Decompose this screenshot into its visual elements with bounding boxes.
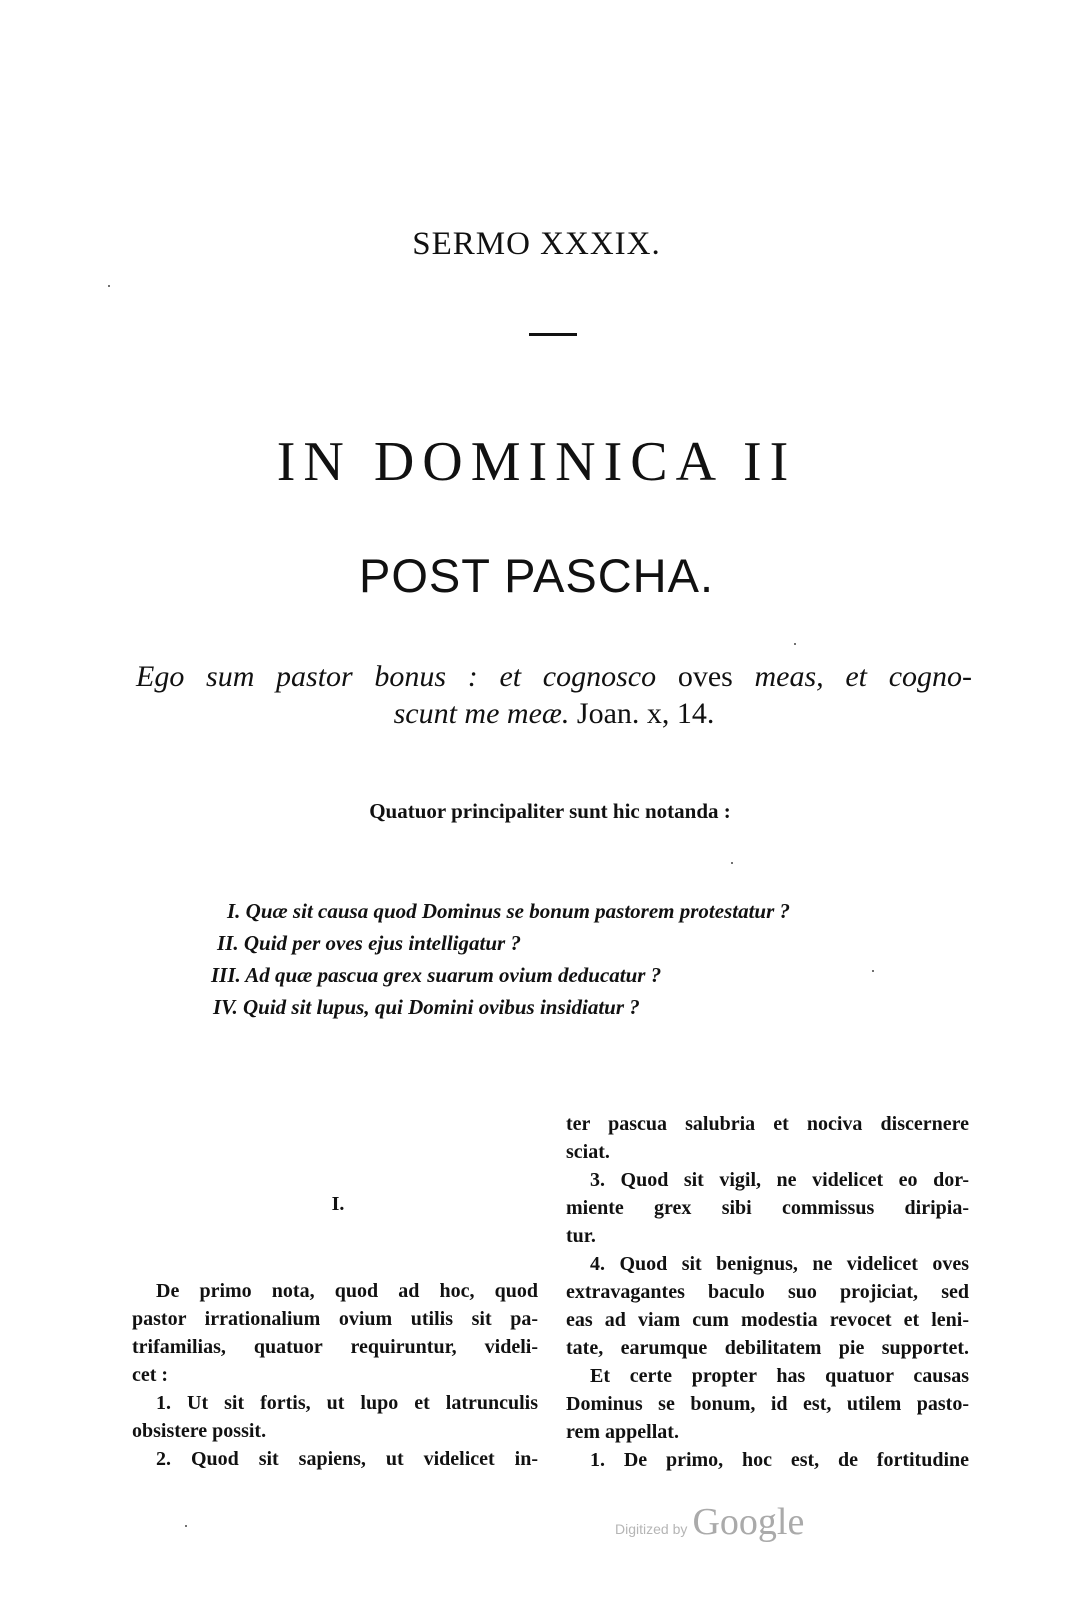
separator-rule <box>529 333 577 336</box>
text-line: 4. Quod sit benignus, ne videlicet oves <box>590 1253 969 1275</box>
text-line: cet : <box>132 1364 169 1386</box>
text-line: ter pascua salubria et nociva discernere <box>566 1113 969 1135</box>
verse-text-italic: meas, et cogno- <box>754 660 973 693</box>
text-line: eas ad viam cum modestia revocet et leni- <box>566 1309 969 1331</box>
text-line: sciat. <box>566 1141 610 1163</box>
text-line: 3. Quod sit vigil, ne videlicet eo dor- <box>590 1169 969 1191</box>
text-line: tur. <box>566 1225 596 1247</box>
scan-speck <box>794 643 796 645</box>
text-line: obsistere possit. <box>132 1420 267 1442</box>
section-number: I. <box>331 1193 345 1215</box>
question-item: III. Ad quæ pascua grex suarum ovium deducatur ? <box>211 963 662 987</box>
watermark-small-text: Digitized by <box>615 1521 688 1537</box>
digitized-watermark <box>615 1500 804 1544</box>
scan-speck <box>872 970 874 972</box>
right-column <box>566 1110 969 1474</box>
scan-speck <box>185 1525 187 1527</box>
text-line: rem appellat. <box>566 1421 679 1443</box>
text-line: Et certe propter has quatuor causas <box>590 1365 969 1387</box>
text-line: 1. Ut sit fortis, ut lupo et latrunculis <box>156 1392 538 1414</box>
sermon-number: SERMO XXXIX. <box>412 226 661 262</box>
scan-speck <box>731 862 733 864</box>
text-line: miente grex sibi commissus diripia- <box>566 1197 969 1219</box>
verse-text-italic: Ego sum pastor bonus : et cognosco <box>136 660 657 693</box>
verse-text-roman: oves <box>677 660 733 693</box>
intro-line: Quatuor principaliter sunt hic notanda : <box>369 799 731 823</box>
text-line: tate, earumque debilitatem pie supportet. <box>566 1337 969 1359</box>
verse-reference: Joan. x, 14. <box>576 697 715 730</box>
question-item: II. Quid per oves ejus intelligatur ? <box>217 931 521 955</box>
verse-line-1 <box>136 658 972 695</box>
question-item: I. Quæ sit causa quod Dominus se bonum pastorem protestatur ? <box>227 899 791 923</box>
questions-list <box>211 895 790 1023</box>
scripture-verse <box>136 658 972 732</box>
scan-speck <box>108 285 110 287</box>
google-logo: Google <box>692 1501 805 1543</box>
text-line: trifamilias, quatuor requiruntur, videli- <box>132 1336 538 1358</box>
text-line: 2. Quod sit sapiens, ut videlicet in- <box>156 1448 538 1470</box>
question-item: IV. Quid sit lupus, qui Domini ovibus insidiatur ? <box>213 995 640 1019</box>
verse-text-italic: scunt me meæ. <box>393 697 570 730</box>
text-line: De primo nota, quod ad hoc, quod <box>156 1280 538 1302</box>
text-line: extravagantes baculo suo projiciat, sed <box>566 1281 969 1303</box>
text-line: Dominus se bonum, id est, utilem pasto- <box>566 1393 969 1415</box>
text-line: pastor irrationalium ovium utilis sit pa- <box>132 1308 538 1330</box>
text-line: 1. De primo, hoc est, de fortitudine <box>590 1449 969 1471</box>
title-line-2: POST PASCHA. <box>358 549 715 602</box>
left-column <box>132 1277 538 1473</box>
title-line-1: IN DOMINICA II <box>276 431 797 493</box>
verse-line-2 <box>136 695 972 732</box>
